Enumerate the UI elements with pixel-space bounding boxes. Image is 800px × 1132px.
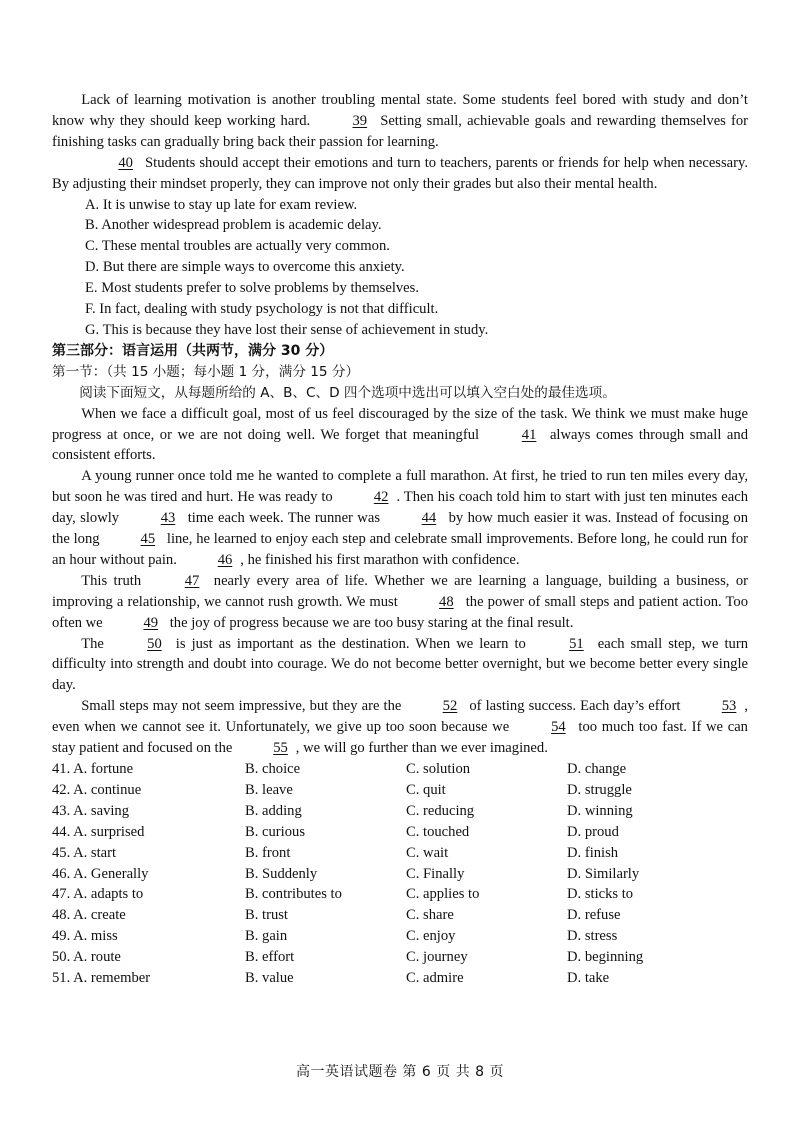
cloze-paragraph-1 — [52, 404, 748, 467]
option-b: B. Another widespread problem is academic delay. — [85, 217, 382, 234]
part3-title: 第三部分：语言运用（共两节，满分 30 分） — [52, 342, 334, 359]
question-44 — [52, 822, 748, 843]
text: This truth — [81, 572, 142, 589]
choice-a: 44. A. surprised — [52, 823, 145, 840]
page-content — [52, 90, 748, 989]
section1-title: 第一节：（共 15 小题；每小题 1 分，满分 15 分） — [52, 363, 360, 380]
choice-b: B. value — [245, 970, 294, 987]
option-f: F. In fact, dealing with study psychology is not that difficult. — [85, 301, 439, 318]
choice-c: C. admire — [406, 970, 464, 987]
section1-instruction: 阅读下面短文，从每题所给的 A、B、C、D 四个选项中选出可以填入空白处的最佳选项。 — [79, 384, 616, 401]
choice-a: 46. A. Generally — [52, 865, 149, 882]
choice-c: C. reducing — [406, 802, 475, 819]
choice-d: D. struggle — [567, 781, 632, 798]
choice-d: D. refuse — [567, 907, 621, 924]
text: . Then his coach told him to start with just ten minutes each day, slowly — [52, 489, 748, 527]
blank-55: 55 — [273, 740, 288, 757]
option-e: E. Most students prefer to solve problems by themselves. — [85, 280, 419, 297]
choice-c: C. quit — [406, 781, 446, 798]
question-43 — [52, 801, 748, 822]
choice-b: B. trust — [245, 907, 288, 924]
text: of lasting success. Each day’s effort — [469, 698, 681, 715]
blank-40: 40 — [118, 154, 133, 171]
choice-a: 49. A. miss — [52, 928, 118, 945]
text: the power of small steps and patient action. Too often we — [52, 593, 748, 631]
choice-b: B. Suddenly — [245, 865, 318, 882]
cloze-paragraph-2 — [52, 466, 748, 571]
choice-c: C. share — [406, 907, 454, 924]
blank-48: 48 — [439, 593, 454, 610]
blank-53: 53 — [721, 698, 737, 715]
cloze-paragraph-5 — [52, 696, 748, 759]
option-g: G. This is because they have lost their sense of achievement in study. — [85, 321, 489, 338]
cloze-paragraph-3 — [52, 571, 748, 634]
choice-c: C. solution — [406, 761, 471, 777]
blank-43: 43 — [160, 510, 176, 527]
question-46 — [52, 864, 748, 885]
text: by how much easier it was. Instead of focusing on the long — [52, 510, 748, 548]
text: , he finished his first marathon with confidence. — [240, 551, 520, 568]
choice-d: D. take — [567, 970, 610, 987]
choice-a: 48. A. create — [52, 907, 126, 924]
choice-d: D. sticks to — [567, 886, 634, 903]
question-41 — [52, 759, 748, 780]
page-footer: 高一英语试题卷 第 6 页 共 8 页 — [295, 1064, 504, 1080]
choice-d: D. beginning — [567, 949, 644, 966]
choice-b: B. effort — [245, 949, 295, 966]
choice-d: D. finish — [567, 844, 619, 861]
text: Setting small, achievable goals and rewarding themselves for finishing tasks can gradually bring back their passion for learning. — [52, 112, 748, 150]
blank-51: 51 — [569, 635, 584, 652]
text: too much too fast. If we can stay patient and focused on the — [52, 719, 748, 757]
choice-c: C. enjoy — [406, 928, 456, 945]
blank-54: 54 — [551, 719, 566, 736]
question-48 — [52, 905, 748, 926]
choice-d: D. stress — [567, 928, 618, 945]
text: When we face a difficult goal, most of us feel discouraged by the size of the task. We think we must make huge progress at once, or we are not doing well. We forget that meaningful — [52, 405, 748, 443]
blank-44: 44 — [421, 510, 437, 527]
text: The — [81, 635, 104, 652]
choice-c: C. wait — [406, 844, 449, 861]
text: A young runner once told me he wanted to complete a full marathon. At first, he tried to run ten miles every day, but soon he was tired and hurt. He was ready to — [52, 468, 748, 506]
option-c: C. These mental troubles are actually very common. — [85, 238, 390, 255]
choice-b: B. contributes to — [245, 886, 342, 903]
text: time each week. The runner was — [187, 510, 381, 527]
blank-52: 52 — [442, 698, 458, 715]
choice-a: 51. A. remember — [52, 970, 151, 987]
text: the joy of progress because we are too busy staring at the final result. — [169, 614, 574, 631]
choice-b: B. curious — [245, 823, 305, 840]
choice-a: 43. A. saving — [52, 802, 130, 819]
question-42 — [52, 780, 748, 801]
blank-42: 42 — [373, 489, 389, 506]
passage-paragraph — [52, 153, 748, 195]
choice-a: 47. A. adapts to — [52, 886, 144, 903]
choice-a: 42. A. continue — [52, 781, 142, 798]
choice-c: C. applies to — [406, 886, 480, 903]
choice-d: D. change — [567, 761, 627, 777]
blank-41: 41 — [521, 426, 537, 443]
text: Students should accept their emotions and turn to teachers, parents or friends for help when necessary. By adjusting their mindset properly, they can improve not only their grades but also their mental health. — [52, 154, 748, 192]
blank-46: 46 — [217, 551, 233, 568]
choice-d: D. Similarly — [567, 865, 640, 882]
question-49 — [52, 926, 748, 947]
question-47 — [52, 884, 748, 905]
choice-d: D. proud — [567, 823, 619, 840]
cloze-paragraph-4 — [52, 634, 748, 697]
choice-d: D. winning — [567, 802, 633, 819]
choice-c: C. Finally — [406, 865, 465, 882]
option-d: D. But there are simple ways to overcome this anxiety. — [85, 259, 405, 276]
blank-39: 39 — [352, 112, 368, 129]
text: , even when we cannot see it. Unfortunately, we give up too soon because we — [52, 698, 748, 736]
text: Lack of learning motivation is another troubling mental state. Some students feel bored with study and don’t know why they should keep working hard. — [52, 92, 748, 129]
passage-paragraph — [52, 90, 748, 153]
text: each small step, we turn difficulty into strength and doubt into courage. We do not become better overnight, but we become better every single day. — [52, 635, 749, 694]
blank-45: 45 — [140, 531, 156, 548]
choice-c: C. touched — [406, 823, 470, 840]
choice-b: B. gain — [245, 928, 288, 945]
choice-b: B. choice — [245, 761, 301, 777]
text: Small steps may not seem impressive, but they are the — [81, 698, 402, 715]
question-50 — [52, 947, 748, 968]
choice-b: B. leave — [245, 781, 293, 798]
text: nearly every area of life. Whether we are learning a language, building a business, or improving a relationship, we cannot rush growth. We must — [52, 572, 748, 610]
text: line, he learned to enjoy each step and celebrate small improvements. Before long, he could run for an hour without pain. — [52, 531, 748, 568]
blank-47: 47 — [184, 572, 200, 589]
choice-c: C. journey — [406, 949, 468, 966]
choice-b: B. front — [245, 844, 291, 861]
text: is just as important as the destination. When we learn to — [175, 635, 526, 652]
blank-49: 49 — [143, 614, 159, 631]
blank-50: 50 — [147, 635, 162, 652]
choice-b: B. adding — [245, 802, 302, 819]
question-51 — [52, 968, 748, 989]
question-45 — [52, 843, 748, 864]
choice-a: 41. A. fortune — [52, 761, 134, 777]
option-a: A. It is unwise to stay up late for exam review. — [85, 196, 358, 213]
text: , we will go further than we ever imagined. — [295, 740, 548, 757]
choice-a: 45. A. start — [52, 844, 117, 861]
text: always comes through small and consistent efforts. — [52, 426, 748, 464]
choice-a: 50. A. route — [52, 949, 121, 966]
